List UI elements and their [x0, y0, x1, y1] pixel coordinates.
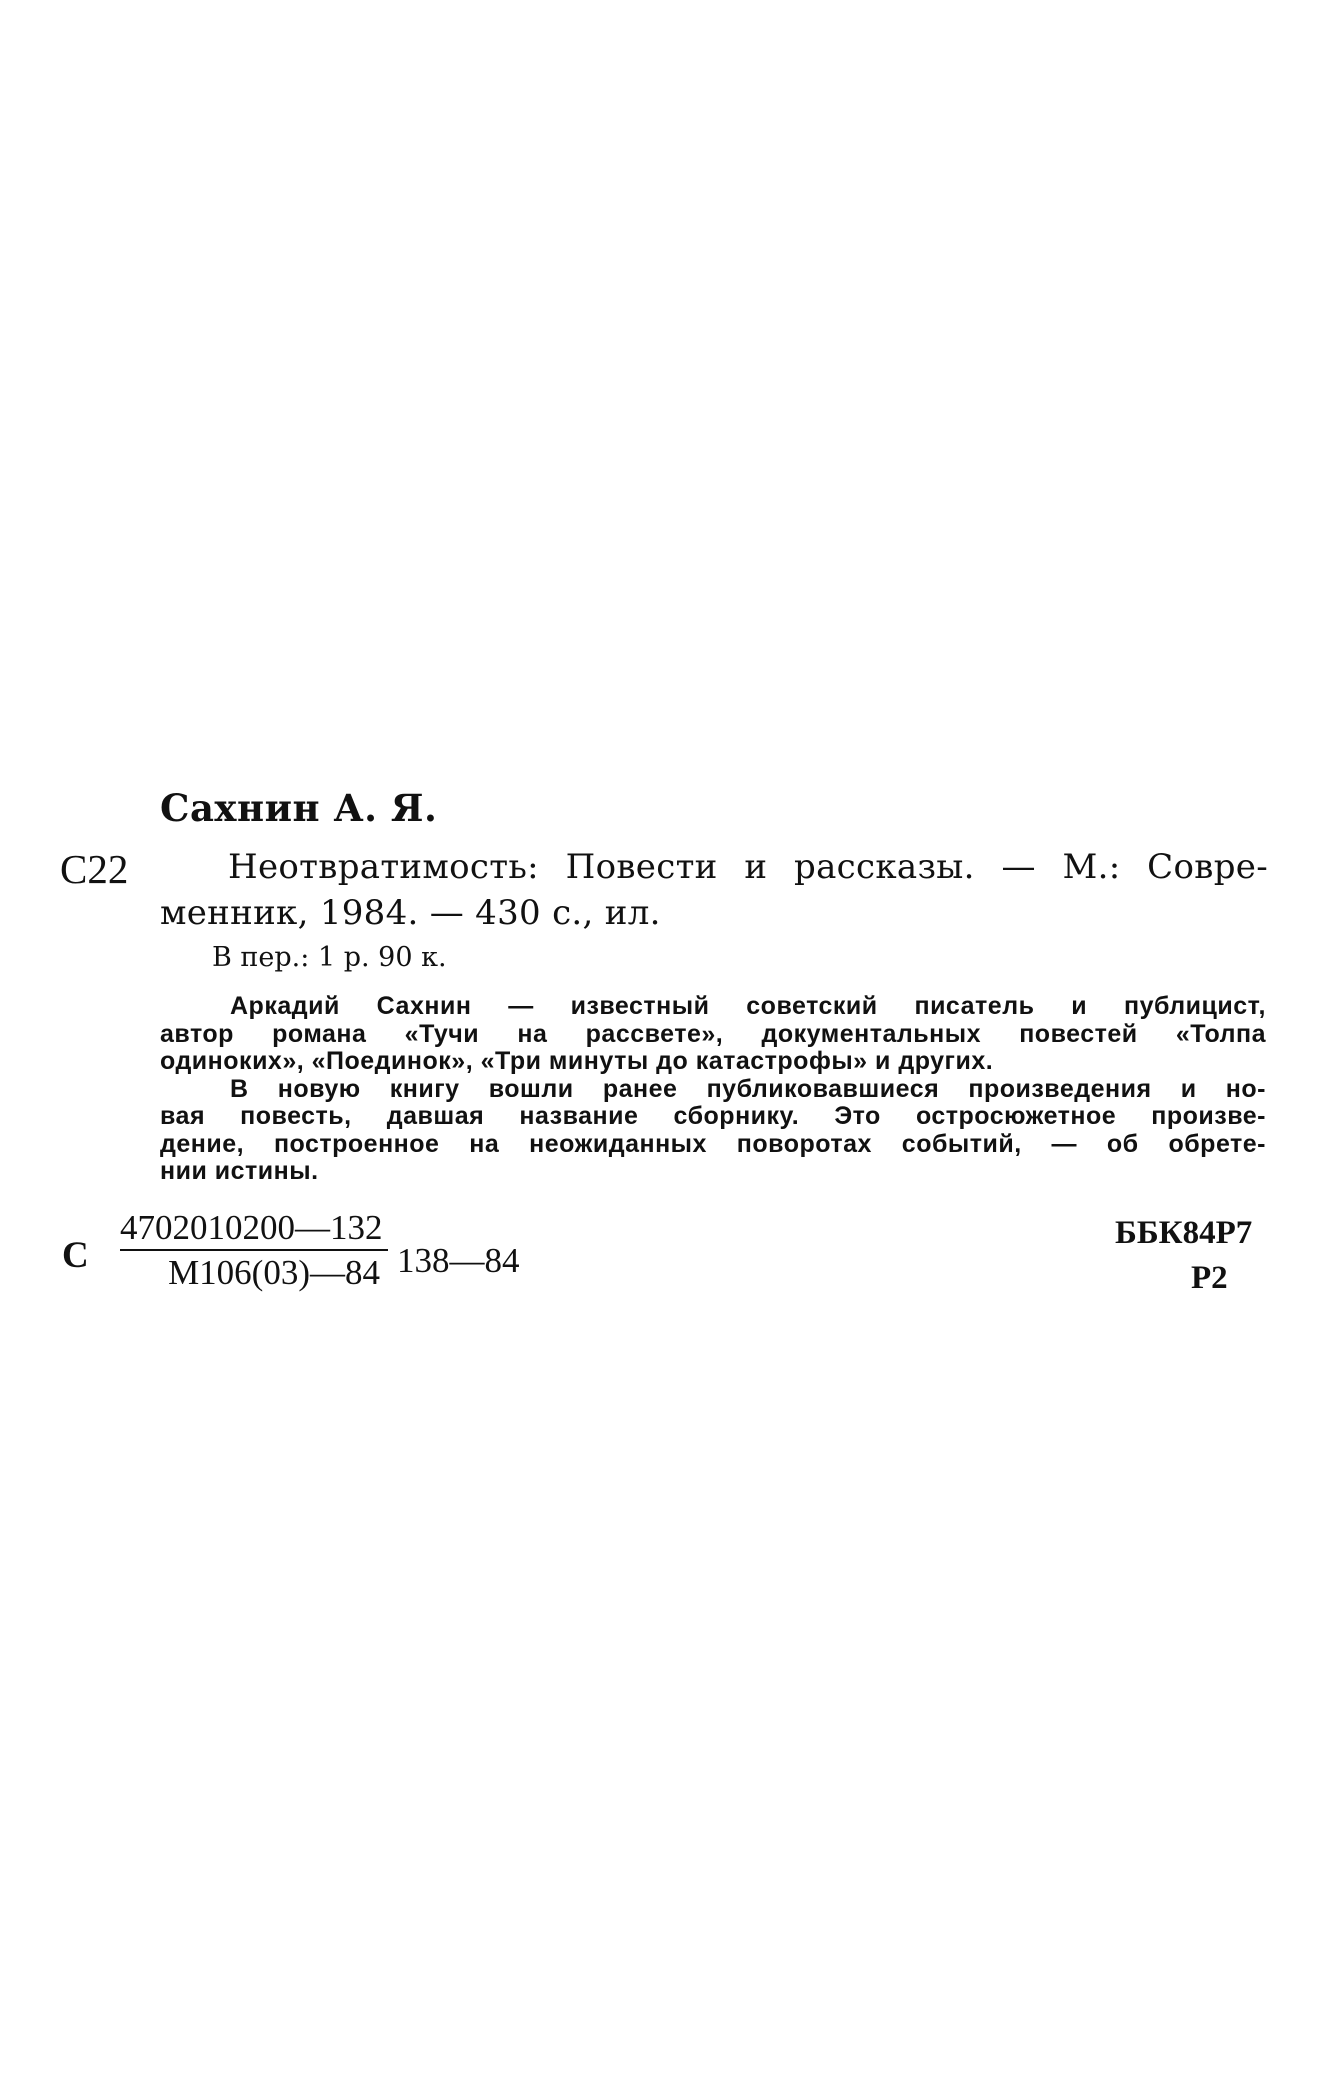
index-code: С22	[60, 846, 129, 892]
annotation	[160, 993, 1266, 1186]
price: В пер.: 1 р. 90 к.	[212, 942, 447, 973]
catalog-fraction	[120, 1208, 388, 1293]
author-name: Сахнин А. Я.	[160, 786, 438, 830]
fraction-numerator: 4702010200—132	[120, 1208, 383, 1247]
bbk-subcode: Р2	[1191, 1260, 1228, 1296]
annotation-line: автор романа «Тучи на рассвете», документальных повестей «Толпа	[160, 1019, 1266, 1048]
catalog-letter: С	[62, 1235, 89, 1276]
annotation-line: нии истины.	[160, 1157, 319, 1185]
annotation-line: Аркадий Сахнин — известный советский писатель и публицист,	[230, 992, 1266, 1020]
fraction-bar	[120, 1249, 388, 1251]
title-line-1: Неотвратимость: Повести и рассказы. — М.: Совре-	[228, 847, 1268, 887]
order-number: 138—84	[397, 1241, 520, 1280]
annotation-line: одиноких», «Поединок», «Три минуты до катастрофы» и других.	[160, 1047, 994, 1075]
annotation-line: В новую книгу вошли ранее публиковавшиеся произведения и но-	[230, 1074, 1266, 1103]
title-line-2: менник, 1984. — 430 с., ил.	[160, 893, 661, 933]
annotation-line: дение, построенное на неожиданных поворотах событий, — об обрете-	[160, 1129, 1266, 1158]
annotation-line: вая повесть, давшая название сборнику. Это остросюжетное произве-	[160, 1102, 1266, 1130]
fraction-denominator: М106(03)—84	[168, 1253, 380, 1292]
bbk-code: ББК84Р7	[1115, 1215, 1253, 1251]
